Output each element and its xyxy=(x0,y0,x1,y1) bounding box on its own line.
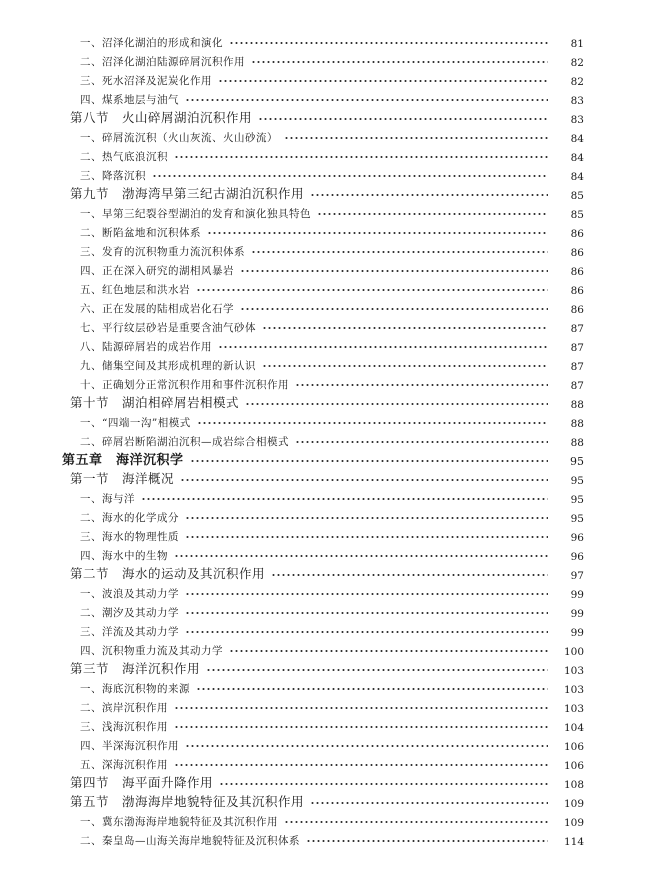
toc-entry-page: 106 xyxy=(563,741,584,753)
dot-leader xyxy=(196,287,548,293)
toc-section xyxy=(0,771,650,791)
toc-entry xyxy=(0,334,650,354)
toc-entry-title: 四、正在深入研究的湖相风暴岩 xyxy=(80,265,234,277)
toc-entry xyxy=(0,296,650,316)
toc-entry-page: 82 xyxy=(570,76,584,88)
toc-entry-page: 86 xyxy=(570,304,584,316)
toc-entry-title: 二、潮汐及其动力学 xyxy=(80,607,179,619)
toc-entry-page: 81 xyxy=(570,38,584,50)
toc-entry-title: 四、海水中的生物 xyxy=(80,550,168,562)
toc-chapter xyxy=(0,448,650,468)
toc-entry-page: 84 xyxy=(570,152,584,164)
dot-leader xyxy=(240,306,548,312)
toc-entry-title: 一、“四端一沟”相模式 xyxy=(80,417,191,429)
toc-entry-page: 86 xyxy=(570,247,584,259)
dot-leader xyxy=(141,496,548,502)
toc-entry-title: 十、正确划分正常沉积作用和事件沉积作用 xyxy=(80,379,289,391)
toc-entry xyxy=(0,676,650,696)
toc-entry xyxy=(0,144,650,164)
toc-entry xyxy=(0,372,650,392)
toc-entry-page: 99 xyxy=(570,627,584,639)
toc-entry xyxy=(0,581,650,601)
dot-leader xyxy=(284,819,548,825)
dot-leader xyxy=(190,458,548,464)
toc-entry xyxy=(0,201,650,221)
dot-leader xyxy=(310,192,548,198)
toc-section-page: 88 xyxy=(570,399,584,411)
toc-entry-title: 一、冀东渤海海岸地貌特征及其沉积作用 xyxy=(80,816,278,828)
dot-leader xyxy=(245,401,548,407)
toc-section-title: 第九节 渤海湾早第三纪古湖泊沉积作用 xyxy=(70,186,305,201)
toc-section-title: 第八节 火山碎屑湖泊沉积作用 xyxy=(70,110,253,125)
dot-leader xyxy=(174,705,548,711)
toc-entry-title: 三、海水的物理性质 xyxy=(80,531,179,543)
toc-entry-page: 82 xyxy=(570,57,584,69)
toc-entry xyxy=(0,87,650,107)
dot-leader xyxy=(251,59,548,65)
toc-entry-page: 84 xyxy=(570,171,584,183)
toc-entry-page: 86 xyxy=(570,266,584,278)
toc-section-page: 108 xyxy=(563,779,584,791)
toc-entry xyxy=(0,125,650,145)
toc-section xyxy=(0,790,650,810)
toc-entry-title: 一、碎屑流沉积（火山灰流、火山砂流） xyxy=(80,132,278,144)
toc-entry xyxy=(0,315,650,335)
dot-leader xyxy=(240,268,548,274)
toc-section-page: 103 xyxy=(563,665,584,677)
toc-entry-page: 109 xyxy=(563,817,584,829)
toc-entry-page: 87 xyxy=(570,380,584,392)
dot-leader xyxy=(180,477,548,483)
toc-section-page: 85 xyxy=(570,190,584,202)
toc-entry-title: 二、滨岸沉积作用 xyxy=(80,702,168,714)
dot-leader xyxy=(229,648,548,654)
dot-leader xyxy=(185,610,548,616)
dot-leader xyxy=(206,667,548,673)
toc-entry-page: 99 xyxy=(570,608,584,620)
toc-section-page: 95 xyxy=(570,475,584,487)
toc-entry-page: 96 xyxy=(570,551,584,563)
toc-entry xyxy=(0,543,650,563)
toc-chapter-title: 第五章 海洋沉积学 xyxy=(62,453,184,468)
toc-entry-page: 103 xyxy=(563,684,584,696)
dot-leader xyxy=(295,382,548,388)
toc-entry xyxy=(0,695,650,715)
dot-leader xyxy=(185,97,548,103)
toc-entry-title: 三、发育的沉积物重力流沉积体系 xyxy=(80,246,245,258)
toc-entry xyxy=(0,68,650,88)
toc-entry-page: 95 xyxy=(570,513,584,525)
dot-leader xyxy=(218,78,548,84)
toc-entry-title: 五、红色地层和洪水岩 xyxy=(80,284,190,296)
toc-entry-page: 84 xyxy=(570,133,584,145)
toc-entry-page: 88 xyxy=(570,418,584,430)
dot-leader xyxy=(174,762,548,768)
toc-entry-page: 87 xyxy=(570,361,584,373)
toc-entry-title: 四、煤系地层与油气 xyxy=(80,94,179,106)
toc-entry-page: 99 xyxy=(570,589,584,601)
toc-section xyxy=(0,657,650,677)
toc-entry-page: 100 xyxy=(563,646,584,658)
toc-section-title: 第二节 海水的运动及其沉积作用 xyxy=(70,566,266,581)
toc-entry xyxy=(0,30,650,50)
dot-leader xyxy=(174,553,548,559)
toc-section xyxy=(0,562,650,582)
dot-leader xyxy=(271,572,548,578)
toc-entry xyxy=(0,809,650,829)
dot-leader xyxy=(306,838,548,844)
toc-entry xyxy=(0,486,650,506)
toc-entry xyxy=(0,258,650,278)
toc-section-title: 第五节 渤海海岸地貌特征及其沉积作用 xyxy=(70,794,305,809)
dot-leader xyxy=(251,249,548,255)
toc-section xyxy=(0,467,650,487)
toc-entry-title: 二、海水的化学成分 xyxy=(80,512,179,524)
dot-leader xyxy=(295,439,548,445)
toc-entry-title: 三、降落沉积 xyxy=(80,170,146,182)
toc-entry-title: 一、早第三纪裂谷型湖泊的发育和演化独具特色 xyxy=(80,208,311,220)
dot-leader xyxy=(185,534,548,540)
toc-entry-title: 三、洋流及其动力学 xyxy=(80,626,179,638)
toc-entry-page: 106 xyxy=(563,760,584,772)
toc-entry-title: 四、半深海沉积作用 xyxy=(80,740,179,752)
toc-entry-title: 七、平行纹层砂岩是重要含油气砂体 xyxy=(80,322,256,334)
dot-leader xyxy=(197,420,548,426)
toc-entry xyxy=(0,752,650,772)
toc-entry-page: 85 xyxy=(570,209,584,221)
toc-section-page: 109 xyxy=(563,798,584,810)
toc-section-title: 第三节 海洋沉积作用 xyxy=(70,661,201,676)
toc-entry xyxy=(0,505,650,525)
toc-entry-title: 二、断陷盆地和沉积体系 xyxy=(80,227,201,239)
toc-entry-title: 八、陆源碎屑岩的成岩作用 xyxy=(80,341,212,353)
dot-leader xyxy=(174,724,548,730)
toc-entry-page: 83 xyxy=(570,95,584,107)
toc-entry xyxy=(0,353,650,373)
dot-leader xyxy=(229,40,548,46)
dot-leader xyxy=(174,154,548,160)
toc-entry xyxy=(0,429,650,449)
toc-section-title: 第十节 湖泊相碎屑岩相模式 xyxy=(70,395,240,410)
toc-entry-title: 一、海与洋 xyxy=(80,493,135,505)
toc-section xyxy=(0,106,650,126)
toc-entry xyxy=(0,828,650,848)
toc-entry-title: 三、浅海沉积作用 xyxy=(80,721,168,733)
toc-entry-title: 一、波浪及其动力学 xyxy=(80,588,179,600)
toc-entry-title: 三、死水沼泽及泥炭化作用 xyxy=(80,75,212,87)
dot-leader xyxy=(262,363,548,369)
toc-section xyxy=(0,182,650,202)
dot-leader xyxy=(207,230,548,236)
toc-entry xyxy=(0,410,650,430)
toc-entry-page: 95 xyxy=(570,494,584,506)
dot-leader xyxy=(219,781,548,787)
toc-entry xyxy=(0,733,650,753)
dot-leader xyxy=(258,116,548,122)
toc-entry xyxy=(0,49,650,69)
toc-entry-title: 一、海底沉积物的来源 xyxy=(80,683,190,695)
dot-leader xyxy=(185,629,548,635)
toc-entry-page: 88 xyxy=(570,437,584,449)
toc-entry xyxy=(0,163,650,183)
toc-entry-page: 114 xyxy=(563,836,584,848)
dot-leader xyxy=(284,135,548,141)
toc-entry xyxy=(0,638,650,658)
toc-chapter-page: 95 xyxy=(570,455,584,468)
toc-entry xyxy=(0,524,650,544)
toc-entry xyxy=(0,239,650,259)
dot-leader xyxy=(196,686,548,692)
toc-entry xyxy=(0,277,650,297)
toc-section-page: 97 xyxy=(570,570,584,582)
dot-leader xyxy=(152,173,548,179)
toc-entry xyxy=(0,220,650,240)
toc-entry-title: 二、热气底浪沉积 xyxy=(80,151,168,163)
toc-section xyxy=(0,391,650,411)
toc-entry-page: 87 xyxy=(570,323,584,335)
toc-entry-title: 二、沼泽化湖泊陆源碎屑沉积作用 xyxy=(80,56,245,68)
dot-leader xyxy=(262,325,548,331)
dot-leader xyxy=(218,344,548,350)
toc-entry-page: 96 xyxy=(570,532,584,544)
toc-entry xyxy=(0,714,650,734)
dot-leader xyxy=(310,800,548,806)
toc-section-page: 83 xyxy=(570,114,584,126)
toc-entry-page: 103 xyxy=(563,703,584,715)
toc-section-title: 第四节 海平面升降作用 xyxy=(70,775,214,790)
toc-entry-title: 二、碎屑岩断陷湖泊沉积—成岩综合相模式 xyxy=(80,436,289,448)
toc-entry-page: 104 xyxy=(563,722,584,734)
toc-entry-title: 六、正在发展的陆相成岩化石学 xyxy=(80,303,234,315)
toc-entry-page: 86 xyxy=(570,228,584,240)
toc-entry-title: 二、秦皇岛—山海关海岸地貌特征及沉积体系 xyxy=(80,835,300,847)
toc-entry-page: 87 xyxy=(570,342,584,354)
toc-entry-page: 86 xyxy=(570,285,584,297)
toc-entry xyxy=(0,600,650,620)
toc-entry-title: 九、储集空间及其形成机理的新认识 xyxy=(80,360,256,372)
dot-leader xyxy=(185,515,548,521)
toc-entry xyxy=(0,619,650,639)
dot-leader xyxy=(185,591,548,597)
toc-entry-title: 五、深海沉积作用 xyxy=(80,759,168,771)
toc-section-title: 第一节 海洋概况 xyxy=(70,471,175,486)
dot-leader xyxy=(185,743,548,749)
toc-entry-title: 四、沉积物重力流及其动力学 xyxy=(80,645,223,657)
toc-entry-title: 一、沼泽化湖泊的形成和演化 xyxy=(80,37,223,49)
dot-leader xyxy=(317,211,548,217)
